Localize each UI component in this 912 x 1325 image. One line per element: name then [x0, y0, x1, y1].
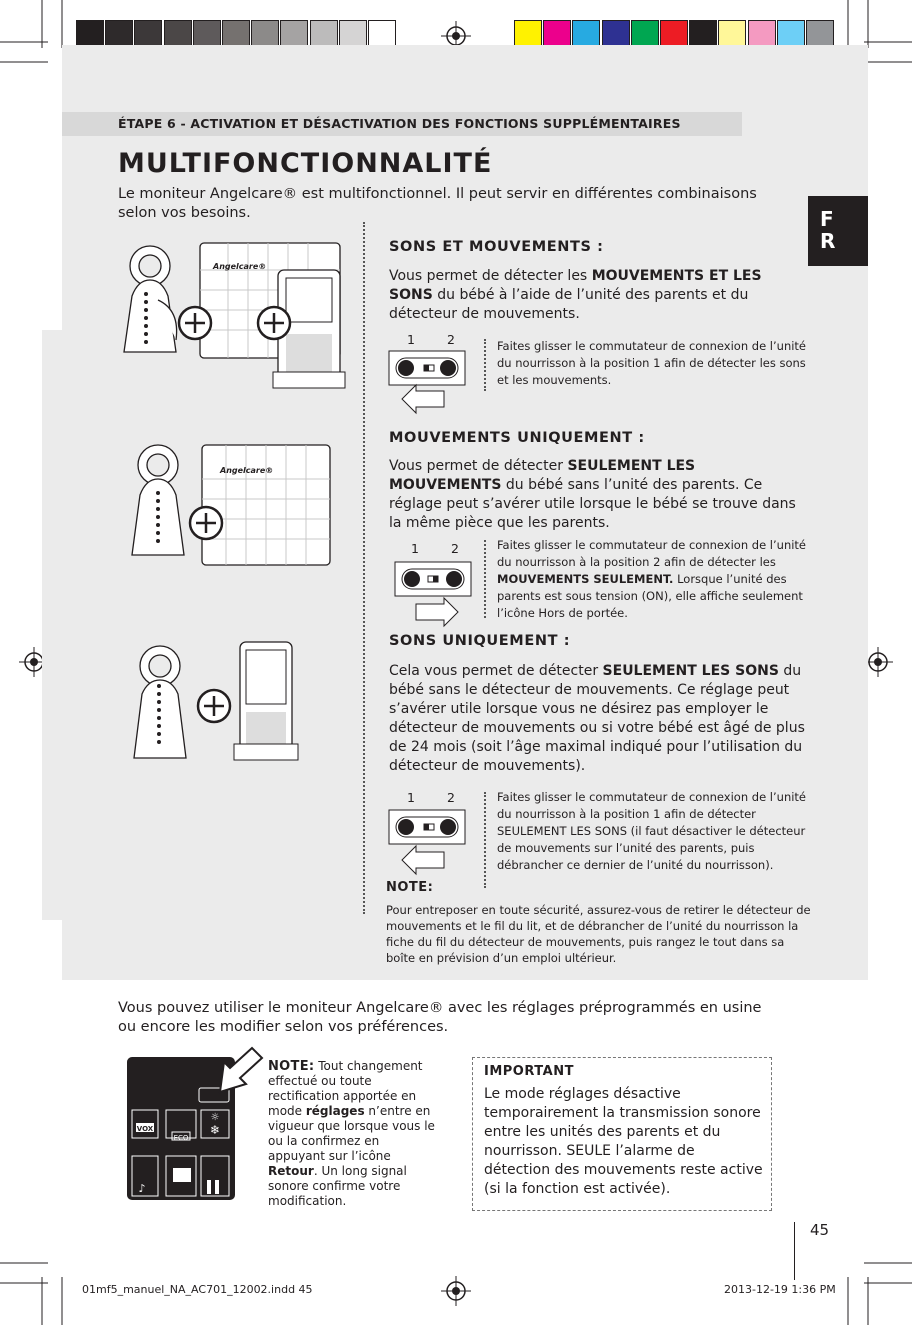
color-swatch — [689, 20, 717, 48]
switch-diagram-position-1 — [388, 808, 468, 874]
text-run: Tout changement effectué ou toute rectification apportée en mode — [268, 1059, 423, 1118]
bell-icon: ♪ — [138, 1182, 146, 1195]
switch-position-1: 1 — [411, 541, 419, 556]
illustration-sounds-only — [128, 636, 308, 766]
text-run: Faites glisser le commutateur de connexion de l’unité du nourrisson à la position 2 afin de détecter les — [497, 538, 807, 569]
text-run: du bébé sans l’unité des parents. Ce réglage peut s’avérer utile lorsque le bébé se trouve dans la même pièce que les parents. — [389, 477, 796, 531]
text-run: Vous permet de détecter les — [389, 268, 592, 284]
note-text: Pour entreposer en toute sécurité, assurez-vous de retirer le détecteur de mouvements et le fil du lit, et de débrancher de l’unité du nourrisson la fiche du fil du détecteur de mouvements, puis rangez le tout dans sa boîte en prévision d’un emploi ultérieur. — [386, 903, 811, 965]
switch-position-2: 2 — [447, 332, 455, 347]
section-text-sounds-movements — [389, 267, 809, 324]
important-text: Le mode réglages désactive temporairement la transmission sonore entre les unités des parents et du nourrisson. SEULE l’alarme de détection des mouvements reste active (si la fonction est activée). — [484, 1086, 763, 1197]
color-swatch — [76, 20, 104, 48]
arrow-left-icon — [402, 846, 444, 874]
color-swatch — [105, 20, 133, 48]
switch-position-2: 2 — [451, 541, 459, 556]
color-swatch — [193, 20, 221, 48]
color-swatch — [543, 20, 571, 48]
text-run: Vous permet de détecter — [389, 458, 568, 474]
color-swatch — [310, 20, 338, 48]
color-swatch — [164, 20, 192, 48]
sensor-pad-brand: Angelcare® — [213, 262, 267, 271]
switch-diagram-position-1 — [388, 349, 468, 413]
color-swatch — [718, 20, 746, 48]
section-heading-sounds-only: SONS UNIQUEMENT : — [389, 633, 571, 649]
text-run-bold: SEULEMENT LES MOUVEMENTS — [389, 458, 696, 493]
settings-note — [268, 1059, 436, 1209]
color-swatch — [748, 20, 776, 48]
section-heading-sounds-movements: SONS ET MOUVEMENTS : — [389, 239, 604, 255]
color-swatch — [339, 20, 367, 48]
plus-icon — [190, 507, 222, 539]
page-number: 45 — [810, 1221, 830, 1239]
text-run: n’entre en vigueur que lorsque vous le ou la confirmez en appuyant sur l’icône — [268, 1104, 435, 1163]
color-swatch — [806, 20, 834, 48]
section-text-sounds-only — [389, 662, 809, 776]
snowflake-icon: ❄ — [209, 1123, 221, 1137]
language-tab-label: F R — [820, 207, 837, 253]
illustration-movements-only — [126, 443, 346, 568]
instruction-sounds-movements: Faites glisser le commutateur de connexion de l’unité du nourrisson à la position 1 afin de détecter les sons et les mouvements. — [497, 339, 807, 387]
instruction-sounds-only: Faites glisser le commutateur de connexion de l’unité du nourrisson à la position 1 afin de détecter SEULEMENT LES SONS (il faut désactiver le détecteur de mouvements sur l’unité des parents, puis débrancher ce dernier de l’unité du nourrisson). — [497, 790, 807, 872]
content-panel-edge — [42, 330, 62, 920]
text-run-bold: réglages — [305, 1104, 365, 1118]
plus-icon — [179, 307, 211, 339]
text-run-bold: NOTE: — [268, 1059, 315, 1074]
instruction-divider — [484, 339, 486, 391]
note-heading: NOTE: — [386, 880, 434, 895]
sensor-pad-brand: Angelcare® — [220, 466, 274, 475]
parent-unit-icon — [234, 642, 298, 760]
footer-date: 2013-12-19 1:36 PM — [724, 1283, 836, 1296]
text-run-bold: MOUVEMENTS SEULEMENT. — [497, 572, 674, 586]
settings-intro: Vous pouvez utiliser le moniteur Angelcare® avec les réglages préprogrammés en usine ou encore les modifier selon vos préférences. — [118, 1000, 762, 1035]
section-text-movements-only — [389, 457, 809, 533]
text-run: du bébé à l’aide de l’unité des parents et du détecteur de mouvements. — [389, 287, 749, 322]
instruction-movements-only — [497, 537, 807, 622]
text-run-bold: SEULEMENT LES SONS — [602, 663, 779, 679]
color-swatch — [222, 20, 250, 48]
page-title: MULTIFONCTIONNALITÉ — [118, 148, 493, 179]
section-heading-movements-only: MOUVEMENTS UNIQUEMENT : — [389, 430, 645, 446]
column-divider — [363, 222, 365, 914]
color-swatch — [631, 20, 659, 48]
language-tab — [808, 196, 868, 266]
page-number-rule — [794, 1222, 795, 1280]
arrow-right-icon — [416, 598, 458, 626]
text-run: . Un long signal sonore confirme votre modification. — [268, 1164, 407, 1208]
instruction-divider — [484, 540, 486, 618]
registration-mark-bottom — [441, 1276, 471, 1306]
switch-position-1: 1 — [407, 332, 415, 347]
color-swatch — [572, 20, 600, 48]
switch-diagram-position-2 — [394, 560, 474, 626]
text-run: Lorsque l’unité des parents est sous tension (ON), elle affiche seulement l’icône Hors de portée. — [497, 572, 803, 620]
switch-position-2: 2 — [447, 790, 455, 805]
sensor-pad-icon — [202, 445, 330, 565]
footer-filename: 01mf5_manuel_NA_AC701_12002.indd 45 — [82, 1283, 313, 1296]
intro-text: Le moniteur Angelcare® est multifonctionnel. Il peut servir en différentes combinaisons selon vos besoins. — [118, 186, 757, 221]
color-swatch — [777, 20, 805, 48]
color-swatch — [134, 20, 162, 48]
pointer-arrow-icon — [220, 1048, 262, 1092]
sun-icon: ☼ — [210, 1112, 220, 1123]
illustration-sounds-and-movements — [118, 240, 358, 390]
switch-position-1: 1 — [407, 790, 415, 805]
color-swatch — [660, 20, 688, 48]
important-heading: IMPORTANT — [484, 1064, 574, 1079]
color-swatch — [602, 20, 630, 48]
arrow-left-icon — [402, 385, 444, 413]
text-run: Cela vous permet de détecter — [389, 663, 603, 679]
text-run-bold: MOUVEMENTS ET LES SONS — [389, 268, 762, 303]
color-swatch — [251, 20, 279, 48]
baby-unit-icon — [124, 246, 177, 352]
text-run: du bébé sans le détecteur de mouvements. Ce réglage peut s’avérer utile lorsque vous ne désirez pas employer le détecteur de mouvements ou si votre bébé est âgé de plus de 24 mois (soit l’âge maximal indiqué pour l’utilisation du détecteur de mouvements). — [389, 663, 805, 774]
step-heading: ÉTAPE 6 - ACTIVATION ET DÉSACTIVATION DES FONCTIONS SUPPLÉMENTAIRES — [118, 116, 681, 131]
color-swatch — [514, 20, 542, 48]
color-swatch — [280, 20, 308, 48]
color-swatch — [368, 20, 396, 48]
text-run-bold: Retour — [268, 1164, 314, 1178]
instruction-divider — [484, 792, 486, 888]
plus-icon — [198, 690, 230, 722]
plus-icon — [258, 307, 290, 339]
vox-label: VOX — [136, 1125, 154, 1133]
parent-unit-settings-screen — [124, 1052, 264, 1202]
eco-label: ECO — [173, 1134, 189, 1142]
